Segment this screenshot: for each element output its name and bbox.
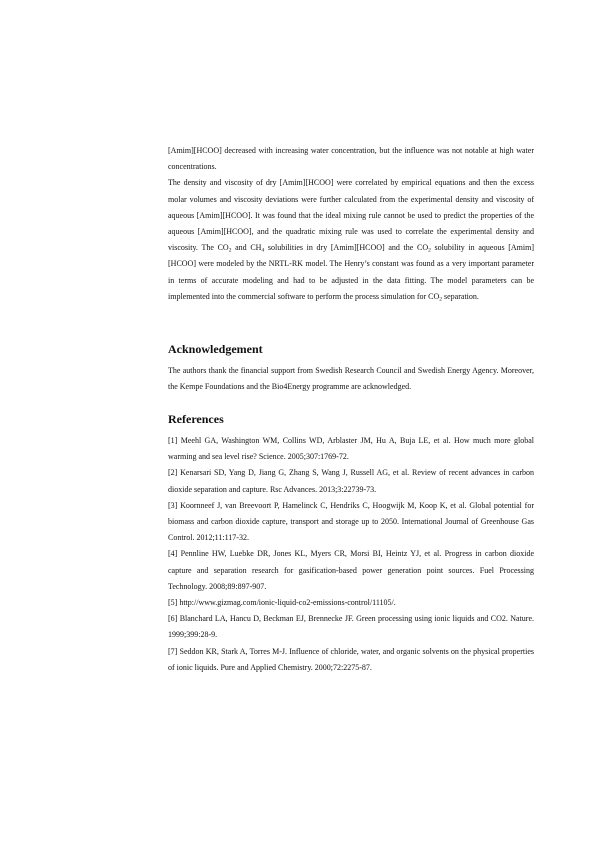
reference-item: [4] Pennline HW, Luebke DR, Jones KL, Myers CR, Morsi BI, Heintz YJ, et al. Progress in carbon dioxide capture and separation research for gasification-based power generation point sources. Fuel Processing Technology. 2008;89:897-907.	[168, 549, 534, 591]
acknowledgement-section	[168, 363, 534, 395]
paragraph-2-text: separation.	[442, 291, 479, 301]
references-heading: References	[168, 412, 224, 426]
reference-item: [7] Seddon KR, Stark A, Torres M-J. Influence of chloride, water, and organic solvents on the physical properties of ionic liquids. Pure and Applied Chemistry. 2000;72:2275-87.	[168, 646, 534, 672]
reference-item: [1] Meehl GA, Washington WM, Collins WD, Arblaster JM, Hu A, Buja LE, et al. How much more global warming and sea level rise? Science. 2005;307:1769-72.	[168, 436, 534, 462]
reference-item: [2] Kenarsari SD, Yang D, Jiang G, Zhang S, Wang J, Russell AG, et al. Review of recent advances in carbon dioxide separation and capture. Rsc Advances. 2013;3:22739-73.	[168, 468, 534, 494]
subscript: 4	[261, 247, 265, 254]
reference-item: [6] Blanchard LA, Hancu D, Beckman EJ, Brennecke JF. Green processing using ionic liquids and CO2. Nature. 1999;399:28-9.	[168, 614, 534, 640]
paragraph-1: [Amim][HCOO] decreased with increasing water concentration, but the influence was not notable at high water concentrations.	[168, 146, 534, 172]
subscript: 2	[428, 247, 431, 254]
subscript: 2	[439, 296, 443, 303]
acknowledgement-heading: Acknowledgement	[168, 342, 263, 356]
paragraph-2-text: solubility in aqueous [Amim][HCOO] were modeled by the NRTL-RK model. The Henry’s constant was found as a very important parameter in terms of accurate modeling and had to be adjusted in the data fitting. The model parameters can be implemented into the commercial software to perform the process simulation for CO	[168, 243, 534, 301]
reference-item: [3] Koornneef J, van Breevoort P, Hamelinck C, Hendriks C, Hoogwijk M, Koop K, et al. Global potential for biomass and carbon dioxide capture, transport and storage up to 2050. International Journal of Greenhouse Gas Control. 2012;11:117-32.	[168, 500, 534, 543]
reference-item: [5] http://www.gizmag.com/ionic-liquid-co2-emissions-control/11105/.	[168, 598, 396, 608]
body-text	[168, 143, 534, 305]
paragraph-2-text: and CH	[231, 243, 262, 253]
paragraph-2	[168, 175, 534, 305]
acknowledgement-text: The authors thank the financial support from Swedish Research Council and Swedish Energy Agency. Moreover, the Kempe Foundations and the Bio4Energy programme are acknowledged.	[168, 366, 534, 392]
paragraph-2-text: solubilities in dry [Amim][HCOO] and the CO	[264, 243, 429, 253]
paragraph-2-text: The density and viscosity of dry [Amim][HCOO] were correlated by empirical equations and then the excess molar volumes and viscosity deviations were further calculated from the experimental density and viscosity of aqueous [Amim][HCOO]. It was found that the ideal mixing rule cannot be used to predict the properties of the aqueous [Amim][HCOO], and the quadratic mixing rule was used to correlate the experimental density and viscosity. The CO	[168, 178, 534, 253]
references-list	[168, 433, 534, 676]
subscript: 2	[228, 247, 232, 254]
